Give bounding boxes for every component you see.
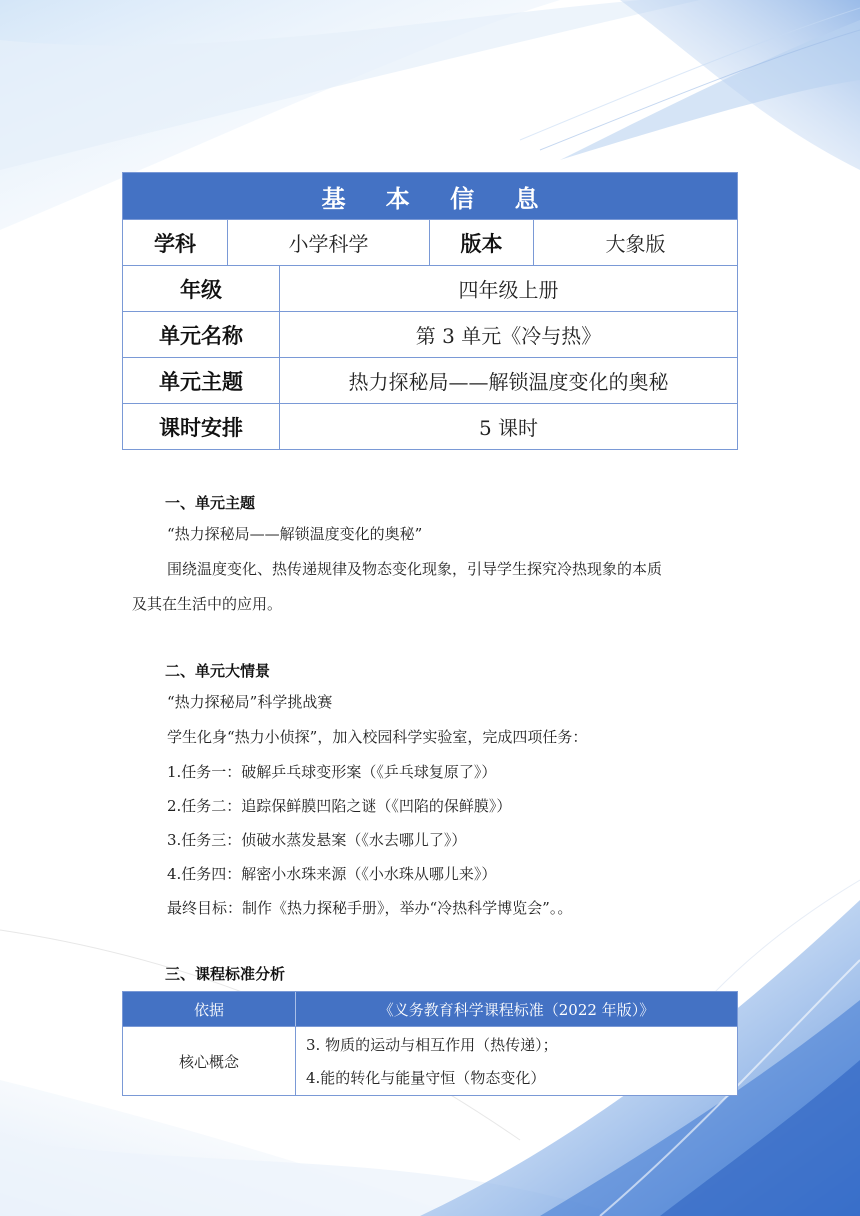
section1-paragraph-line2: 及其在生活中的应用。 [132, 595, 283, 613]
task-item-4: 4.任务四：解密小水珠来源（《小水珠从哪儿来》） [167, 865, 497, 883]
hours-label: 课时安排 [159, 415, 243, 440]
grade-row [123, 265, 737, 311]
core-concept-label: 核心概念 [178, 1052, 239, 1071]
std-head-basis: 依据 [193, 1000, 224, 1019]
task-item-3: 3.任务三：侦破水蒸发悬案（《水去哪儿了》） [167, 831, 467, 849]
section1-heading: 一、单元主题 [165, 494, 256, 512]
std-table-header [123, 992, 737, 1026]
unit-name-row [123, 311, 737, 357]
core-concept-item-2: 4.能的转化与能量守恒（物态变化） [306, 1069, 546, 1087]
edition-value: 大象版 [533, 220, 737, 265]
grade-label: 年级 [180, 277, 222, 302]
section2-title: “热力探秘局”科学挑战赛 [167, 693, 333, 711]
unit-theme-row [123, 357, 737, 403]
basic-info-title: 基 本 信 息 [123, 173, 737, 219]
curriculum-standard-table [122, 991, 738, 1096]
basic-info-table [122, 172, 738, 450]
section1-quote: “热力探秘局——解锁温度变化的奥秘” [167, 525, 423, 543]
edition-label: 版本 [429, 220, 533, 265]
std-table-row [123, 1026, 737, 1095]
hours-value: 5 课时 [279, 404, 737, 449]
subject-value: 小学科学 [227, 220, 429, 265]
unit-theme-value: 热力探秘局——解锁温度变化的奥秘 [279, 358, 737, 403]
std-head-standard: 《义务教育科学课程标准（2022 年版）》 [295, 992, 737, 1026]
hours-row [123, 403, 737, 449]
subject-label: 学科 [154, 231, 196, 256]
grade-value: 四年级上册 [279, 266, 737, 311]
unit-name-label: 单元名称 [159, 323, 243, 348]
section2-intro: 学生化身“热力小侦探”，加入校园科学实验室，完成四项任务： [167, 728, 588, 746]
core-concept-items [295, 1027, 737, 1095]
section1-paragraph-line1: 围绕温度变化、热传递规律及物态变化现象，引导学生探究冷热现象的本质 [167, 560, 663, 578]
core-concept-item-1: 3. 物质的运动与相互作用（热传递）； [306, 1036, 558, 1054]
subject-edition-row [123, 219, 737, 265]
unit-name-value: 第 3 单元《冷与热》 [279, 312, 737, 357]
task-item-1: 1.任务一：破解乒乓球变形案（《乒乓球复原了》） [167, 763, 497, 781]
unit-theme-label: 单元主题 [159, 369, 243, 394]
section3-heading: 三、课程标准分析 [165, 965, 286, 983]
task-item-2: 2.任务二：追踪保鲜膜凹陷之谜（《凹陷的保鲜膜》） [167, 797, 512, 815]
section2-goal: 最终目标：制作《热力探秘手册》，举办“冷热科学博览会”。。 [167, 899, 573, 917]
section2-heading: 二、单元大情景 [165, 662, 271, 680]
